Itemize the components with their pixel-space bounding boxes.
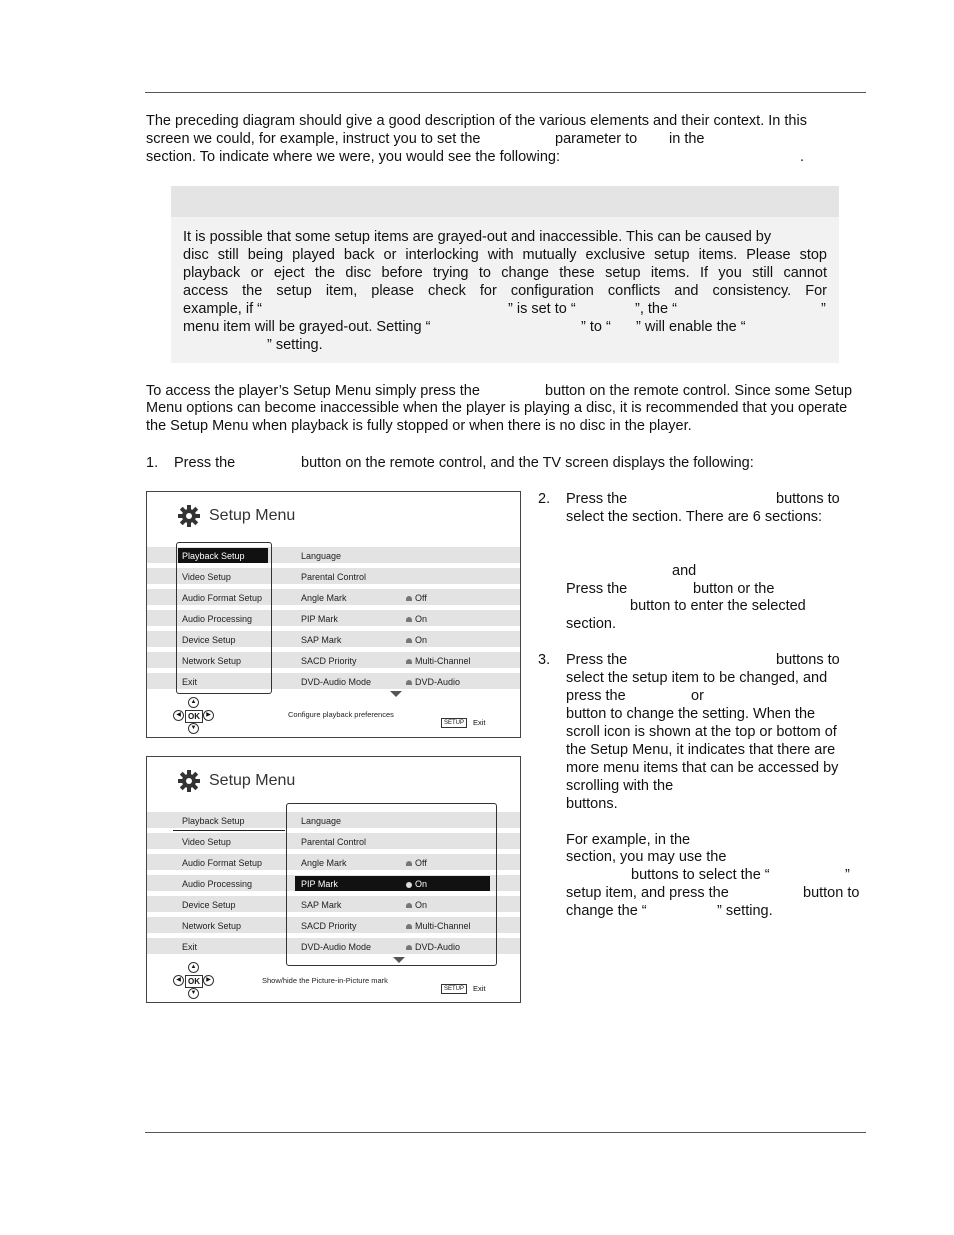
section-audio-format-setup[interactable]: Audio Format Setup <box>182 593 263 603</box>
step3-text: buttons to <box>776 652 840 668</box>
step3-text: scrolling with the <box>566 778 674 794</box>
step3-text: button to <box>803 885 860 901</box>
step2-text: section. <box>566 616 616 632</box>
section-device-setup[interactable]: Device Setup <box>182 900 236 910</box>
section-audio-processing[interactable]: Audio Processing <box>182 879 253 889</box>
intro-line-3b: . <box>800 149 805 165</box>
note-text: ” <box>821 301 826 317</box>
section-network-setup[interactable]: Network Setup <box>182 921 242 931</box>
arrow-up-icon: ▲ <box>188 697 199 708</box>
access-line-1b: button on the remote control. Since some Setup <box>545 383 853 399</box>
step2-text: select the section. There are 6 sections: <box>566 509 823 525</box>
section-audio-format-setup[interactable]: Audio Format Setup <box>182 858 263 868</box>
value-text: Multi-Channel <box>415 921 471 931</box>
access-line-3: the Setup Menu when playback is fully stopped or when there is no disc in the player. <box>146 418 692 434</box>
lock-icon <box>406 861 412 866</box>
arrow-down-icon: ▼ <box>188 988 199 999</box>
value-pip-mark <box>406 614 427 624</box>
value-text: On <box>415 614 428 624</box>
note-box <box>171 186 839 363</box>
note-line <box>183 264 827 282</box>
ok-button-icon: OK <box>185 710 203 723</box>
section-audio-processing[interactable]: Audio Processing <box>182 614 253 624</box>
value-text: Off <box>415 593 427 603</box>
note-header <box>171 186 839 217</box>
access-line-1a: To access the player’s Setup Menu simply press the <box>146 383 480 399</box>
value-angle-mark <box>406 593 427 603</box>
value-sacd-priority <box>406 656 471 666</box>
remote-nav-pad <box>173 962 215 1000</box>
value-text: DVD-Audio <box>415 942 461 952</box>
step3-text: change the “ <box>566 903 647 919</box>
lock-icon <box>406 596 412 601</box>
value-text: DVD-Audio <box>415 677 461 687</box>
section-exit[interactable]: Exit <box>182 942 198 952</box>
note-text: It is possible that some setup items are grayed-out and inaccessible. This can be caused by <box>183 229 772 245</box>
value-pip-mark <box>406 879 427 889</box>
intro-line-3a: section. To indicate where we were, you would see the following: <box>146 149 561 165</box>
note-line <box>183 300 827 318</box>
section-device-setup[interactable]: Device Setup <box>182 635 236 645</box>
step3-text: or <box>691 688 704 704</box>
value-text: On <box>415 900 428 910</box>
value-sap-mark <box>406 900 427 910</box>
access-line-2: Menu options can become inaccessible when the player is playing a disc, it is recommended that you operate <box>146 400 848 416</box>
step1-text-b: button on the remote control, and the TV screen displays the following: <box>301 455 754 471</box>
note-text: ” setting. <box>267 337 323 353</box>
arrow-down-icon: ▼ <box>188 723 199 734</box>
note-text: example, if “ <box>183 301 262 317</box>
intro-line-2b: parameter to <box>555 131 638 147</box>
note-line <box>183 336 827 354</box>
step2-text: Press the <box>566 581 628 597</box>
item-dvd-audio-mode[interactable]: DVD-Audio Mode <box>301 677 372 687</box>
step3-text: press the <box>566 688 626 704</box>
item-angle-mark[interactable]: Angle Mark <box>301 593 347 603</box>
item-sacd-priority[interactable]: SACD Priority <box>301 921 357 931</box>
menu-title: Setup Menu <box>209 772 296 789</box>
setup-menu-screen-1 <box>146 491 521 738</box>
section-frame <box>176 542 272 694</box>
step3-text: select the setup item to be changed, and <box>566 670 828 686</box>
step3-text: button to change the setting. When the <box>566 706 816 722</box>
step3-text: Press the <box>566 652 628 668</box>
footer-rule <box>145 1132 866 1133</box>
section-network-setup[interactable]: Network Setup <box>182 656 242 666</box>
note-text: playback or eject the disc before trying to change these setup items. If you still cannot <box>183 265 827 281</box>
note-line <box>183 282 827 300</box>
note-line <box>183 228 827 246</box>
note-body <box>183 228 827 354</box>
note-line <box>183 318 827 336</box>
intro-line-2c: in the <box>669 131 705 147</box>
step3-text: ” <box>845 867 850 883</box>
step1-number: 1. <box>146 455 159 471</box>
step3-text: buttons to select the “ <box>631 867 770 883</box>
ok-button-icon: OK <box>185 975 203 988</box>
header-rule <box>145 92 866 93</box>
lock-icon <box>406 680 412 685</box>
item-sacd-priority[interactable]: SACD Priority <box>301 656 357 666</box>
step3-text: For example, in the <box>566 832 691 848</box>
step3-text: setup item, and press the <box>566 885 729 901</box>
lock-icon <box>406 924 412 929</box>
note-line <box>183 246 827 264</box>
step3-text: buttons. <box>566 796 618 812</box>
intro-line-2a: screen we could, for example, instruct you to set the <box>146 131 481 147</box>
step3-text: scroll icon is shown at the top or bottom of <box>566 724 837 740</box>
value-text: On <box>415 879 428 889</box>
note-text: disc still being played back or interlocking with mutually exclusive setup items. Please stop <box>183 247 827 263</box>
menu-hint: Configure playback preferences <box>288 710 394 719</box>
value-dvd-audio-mode <box>406 942 460 952</box>
value-angle-mark <box>406 858 427 868</box>
step3-text: ” setting. <box>717 903 773 919</box>
step2-text: Press the <box>566 491 628 507</box>
gear-icon <box>177 504 201 528</box>
note-text: ” to “ <box>581 319 611 335</box>
value-sap-mark <box>406 635 427 645</box>
value-dvd-audio-mode <box>406 677 460 687</box>
value-text: Off <box>415 858 427 868</box>
value-text: On <box>415 635 428 645</box>
gear-icon <box>177 769 201 793</box>
arrow-right-icon: ▶ <box>203 710 214 721</box>
setup-key-icon: SETUP <box>441 718 467 728</box>
scroll-down-icon <box>390 691 402 697</box>
step2-text: button to enter the selected <box>630 598 806 614</box>
lock-icon <box>406 617 412 622</box>
step2-text: buttons to <box>776 491 840 507</box>
lock-icon <box>406 945 412 950</box>
item-pip-mark[interactable]: PIP Mark <box>301 614 338 624</box>
section-video-setup[interactable]: Video Setup <box>182 837 231 847</box>
arrow-left-icon: ◀ <box>173 710 184 721</box>
step3-text: more menu items that can be accessed by <box>566 760 839 776</box>
value-text: Multi-Channel <box>415 656 471 666</box>
step3-text: the Setup Menu, it indicates that there are <box>566 742 836 758</box>
section-video-setup[interactable]: Video Setup <box>182 572 231 582</box>
arrow-up-icon: ▲ <box>188 962 199 973</box>
section-playback-setup[interactable]: Playback Setup <box>182 816 245 826</box>
remote-nav-pad <box>173 697 215 735</box>
item-sap-mark[interactable]: SAP Mark <box>301 635 342 645</box>
lock-icon <box>406 638 412 643</box>
lock-icon <box>406 903 412 908</box>
step3-text: section, you may use the <box>566 849 727 865</box>
note-text: menu item will be grayed-out. Setting “ <box>183 319 431 335</box>
step2-text: button or the <box>693 581 775 597</box>
section-exit[interactable]: Exit <box>182 677 198 687</box>
note-text: ” will enable the “ <box>636 319 746 335</box>
step1-text-a: Press the <box>174 455 236 471</box>
note-text: ” is set to “ <box>508 301 576 317</box>
item-pip-mark[interactable]: PIP Mark <box>301 879 338 889</box>
item-language[interactable]: Language <box>301 551 342 561</box>
radio-dot-icon <box>406 882 412 888</box>
section-playback-setup[interactable]: Playback Setup <box>182 551 245 561</box>
lock-icon <box>406 659 412 664</box>
item-language[interactable]: Language <box>301 816 342 826</box>
step2-number: 2. <box>538 491 551 507</box>
step3-number: 3. <box>538 652 551 668</box>
arrow-right-icon: ▶ <box>203 975 214 986</box>
arrow-left-icon: ◀ <box>173 975 184 986</box>
value-sacd-priority <box>406 921 471 931</box>
setup-key-icon: SETUP <box>441 984 467 994</box>
note-text: access the setup item, please check for configuration conflicts and consistency. For <box>183 283 827 299</box>
step2-text: and <box>672 563 697 579</box>
exit-label: Exit <box>473 718 486 727</box>
section-underline <box>173 830 285 831</box>
item-sap-mark[interactable]: SAP Mark <box>301 900 342 910</box>
item-dvd-audio-mode[interactable]: DVD-Audio Mode <box>301 942 372 952</box>
exit-label: Exit <box>473 984 486 993</box>
item-parental-control[interactable]: Parental Control <box>301 837 367 847</box>
scroll-down-icon <box>393 957 405 963</box>
menu-hint: Show/hide the Picture-in-Picture mark <box>262 976 388 985</box>
note-text: ”, the “ <box>635 301 677 317</box>
setup-menu-screen-2 <box>146 756 521 1003</box>
menu-title: Setup Menu <box>209 507 296 524</box>
intro-line-1: The preceding diagram should give a good description of the various elements and their context. In this <box>146 113 807 129</box>
item-parental-control[interactable]: Parental Control <box>301 572 367 582</box>
item-angle-mark[interactable]: Angle Mark <box>301 858 347 868</box>
